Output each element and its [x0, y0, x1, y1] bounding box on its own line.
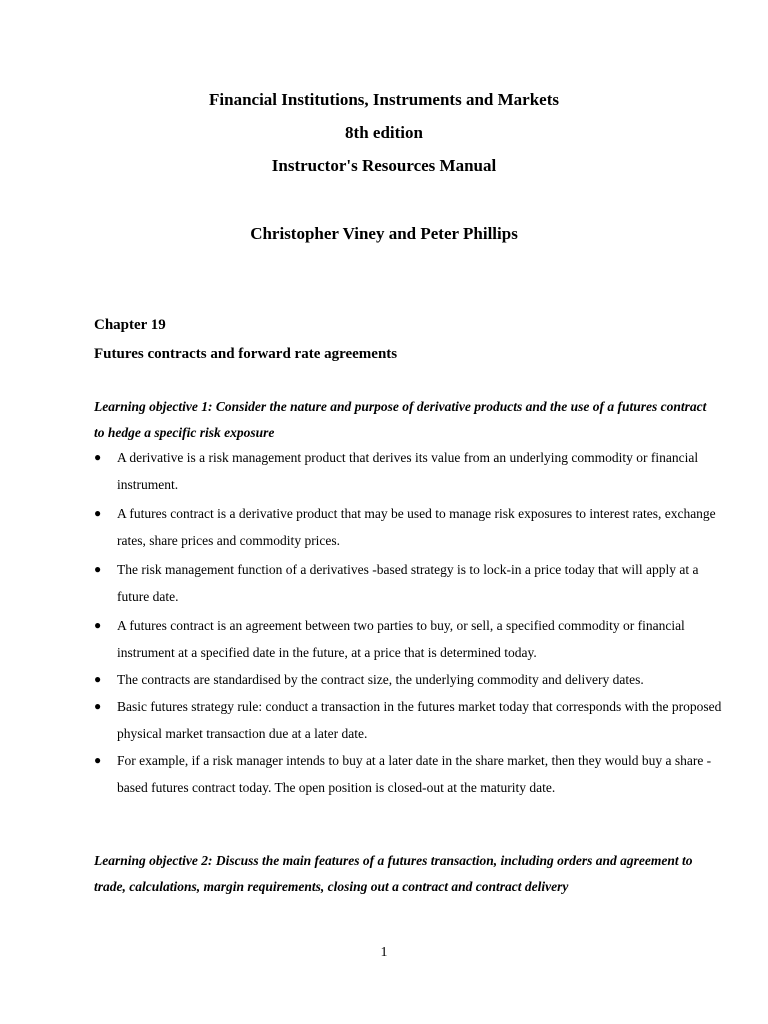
list-item	[94, 693, 734, 747]
page-number: 1	[380, 945, 388, 960]
learning-objective-1-heading: Learning objective 1: Consider the nature and purpose of derivative products and the use of a futures contract to hedge a specific risk exposure	[94, 399, 707, 440]
list-item	[94, 612, 734, 666]
list-item	[94, 500, 734, 554]
list-item	[94, 556, 734, 610]
document-title: Financial Institutions, Instruments and Markets	[209, 90, 559, 109]
bullet-dot-icon: ●	[94, 618, 102, 632]
list-item-text: A futures contract is an agreement between two parties to buy, or sell, a specified commodity or financial instrument at a specified date in the future, at a price that is determined today.	[117, 618, 685, 660]
bullet-dot-icon: ●	[94, 562, 102, 576]
list-item	[94, 444, 734, 498]
learning-objective-1-bullets	[94, 444, 734, 801]
list-item	[94, 666, 734, 693]
document-edition: 8th edition	[345, 123, 423, 142]
chapter-number: Chapter 19	[94, 317, 166, 333]
document-authors: Christopher Viney and Peter Phillips	[250, 224, 518, 243]
bullet-dot-icon: ●	[94, 506, 102, 520]
bullet-dot-icon: ●	[94, 699, 102, 713]
list-item-text: A futures contract is a derivative product that may be used to manage risk exposures to interest rates, exchange rates, share prices and commodity prices.	[117, 506, 716, 548]
list-item-text: The risk management function of a derivatives -based strategy is to lock-in a price today that will apply at a future date.	[117, 562, 699, 604]
list-item-text: A derivative is a risk management product that derives its value from an underlying commodity or financial instrument.	[117, 450, 699, 492]
list-item-text: Basic futures strategy rule: conduct a transaction in the futures market today that corresponds with the proposed physical market transaction due at a later date.	[117, 699, 722, 741]
bullet-dot-icon: ●	[94, 450, 102, 464]
bullet-dot-icon: ●	[94, 672, 102, 686]
learning-objective-2-heading: Learning objective 2: Discuss the main features of a futures transaction, including orders and agreement to trade, calculations, margin requirements, closing out a contract and contract delivery	[94, 853, 693, 894]
list-item	[94, 747, 734, 801]
bullet-dot-icon: ●	[94, 753, 102, 767]
document-manual-title: Instructor's Resources Manual	[271, 156, 497, 175]
chapter-title: Futures contracts and forward rate agreements	[94, 346, 398, 362]
list-item-text: The contracts are standardised by the contract size, the underlying commodity and delivery dates.	[117, 672, 644, 687]
list-item-text: For example, if a risk manager intends to buy at a later date in the share market, then they would buy a share -based futures contract today. The open position is closed-out at the maturity date.	[117, 753, 712, 795]
